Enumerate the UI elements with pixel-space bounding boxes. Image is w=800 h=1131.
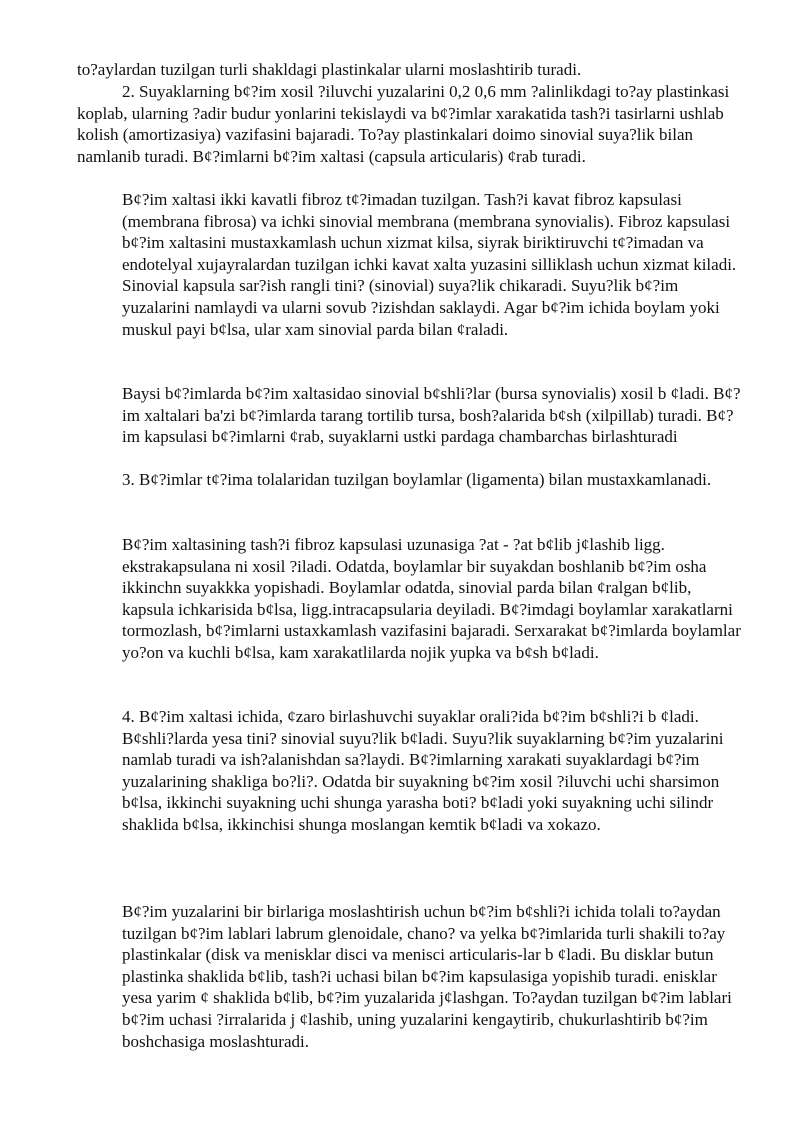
paragraph-fibrous-capsule-ligaments: B¢?im xaltasining tash?i fibroz kapsulasi uzunasiga ?at - ?at b¢lib j¢lashib ligg. ekstrakapsulana ni xosil ?iladi. Odatda, boylamlar bir suyakdan boshlanib b¢?im osha ikkinchn suyakkka yopishadi. Boylamlar odatda, sinovial parda bilan ¢ralgan b¢lib, kapsula ichkarisida b¢lsa, ligg.intracapsularia deyiladi. B¢?imdagi boylamlar xarakatlarni tormozlash, b¢?imlarni ustaxkamlash vazifasini bajaradi. Serxarakat b¢?imlarda boylamlar yo?on va kuchli b¢lsa, kam xarakatlilarda nojik yupka va b¢sh b¢ladi.	[122, 535, 741, 662]
paragraph-joint-capsule: B¢?im xaltasi ikki kavatli fibroz t¢?imadan tuzilgan. Tash?i kavat fibroz kapsulasi (membrana fibrosa) va ichki sinovial membrana (membrana synovialis). Fibroz kapsulasi b¢?im xaltasini mustaxkamlash uchun xizmat kilsa, siyrak biriktiruvchi t¢?imadan va endotelyal xujayralardan tuzilgan ichki kavat xalta yuzasini silliklash uchun xizmat kiladi. Sinovial kapsula sar?ish rangli tini? (sinovial) suya?lik chikaradi. Suyu?lik b¢?im yuzalarini namlaydi va ularni sovub ?izishdan saklaydi. Agar b¢?im ichida boylam yoki muskul payi b¢lsa, ular xam sinovial parda bilan ¢raladi.	[122, 190, 737, 339]
paragraph-intro-continuation: to?aylardan tuzilgan turli shakldagi plastinkalar ularni moslashtirib turadi.	[77, 60, 582, 79]
paragraph-2-cartilage-plates: 2. Suyaklarning b¢?im xosil ?iluvchi yuzalarini 0,2 0,6 mm ?alinlikdagi to?ay plastinkasi koplab, ularning ?adir budur yonlarini tekislaydi va b¢?imlar xarakatida tash?i tasirlarni ushlab kolish (amortizasiya) vazifasini bajaradi. To?ay plastinkalari doimo sinovial suya?lik bilan namlanib turadi. B¢?imlarni b¢?im xaltasi (capsula articularis) ¢rab turadi.	[77, 82, 730, 166]
paragraph-4-joint-cavity: 4. B¢?im xaltasi ichida, ¢zaro birlashuvchi suyaklar orali?ida b¢?im b¢shli?i b ¢ladi. B¢shli?larda yesa tini? sinovial suyu?lik b¢ladi. Suyu?lik suyaklarning b¢?im yuzalarini namlab turadi va ish?alanishdan sa?laydi. B¢?imlarning xarakati suyaklardagi b¢?im yuzalarining shakliga bo?li?. Odatda bir suyakning b¢?im xosil ?iluvchi uchi sharsimon b¢lsa, ikkinchi suyakning uchi shunga yarasha boti? b¢ladi yoki suyakning uchi silindr shaklida b¢lsa, ikkinchisi shunga moslangan kemtik b¢ladi va xokazo.	[122, 707, 724, 834]
paragraph-3-ligaments: 3. B¢?imlar t¢?ima tolalaridan tuzilgan boylamlar (ligamenta) bilan mustaxkamlanadi.	[122, 470, 712, 489]
paragraph-labrum-menisci: B¢?im yuzalarini bir birlariga moslashtirish uchun b¢?im b¢shli?i ichida tolali to?aydan tuzilgan b¢?im lablari labrum glenoidale, chano? va yelka b¢?imlarida turli shakili to?ay plastinkalar (disk va menisklar disci va menisci articularis-lar b ¢ladi. Bu disklar butun plastinka shaklida b¢lib, tash?i uchasi bilan b¢?im kapsulasiga yopishib turadi. enisklar yesa yarim ¢ shaklida b¢lib, b¢?im yuzalarida j¢lashgan. To?aydan tuzilgan b¢?im lablari b¢?im uchasi ?irralarida j ¢lashib, uning yuzalarini kengaytirib, chukurlashtirib b¢?im boshchasiga moslashturadi.	[122, 902, 732, 1051]
paragraph-synovial-bursa: Baysi b¢?imlarda b¢?im xaltasidao sinovial b¢shli?lar (bursa synovialis) xosil b ¢ladi. B¢?im xaltalari ba'zi b¢?imlarda tarang tortilib tursa, bosh?alarida b¢sh (xilpillab) turadi. B¢?im kapsulasi b¢?imlarni ¢rab, suyaklarni ustki pardaga chambarchas birlashturadi	[122, 384, 741, 447]
